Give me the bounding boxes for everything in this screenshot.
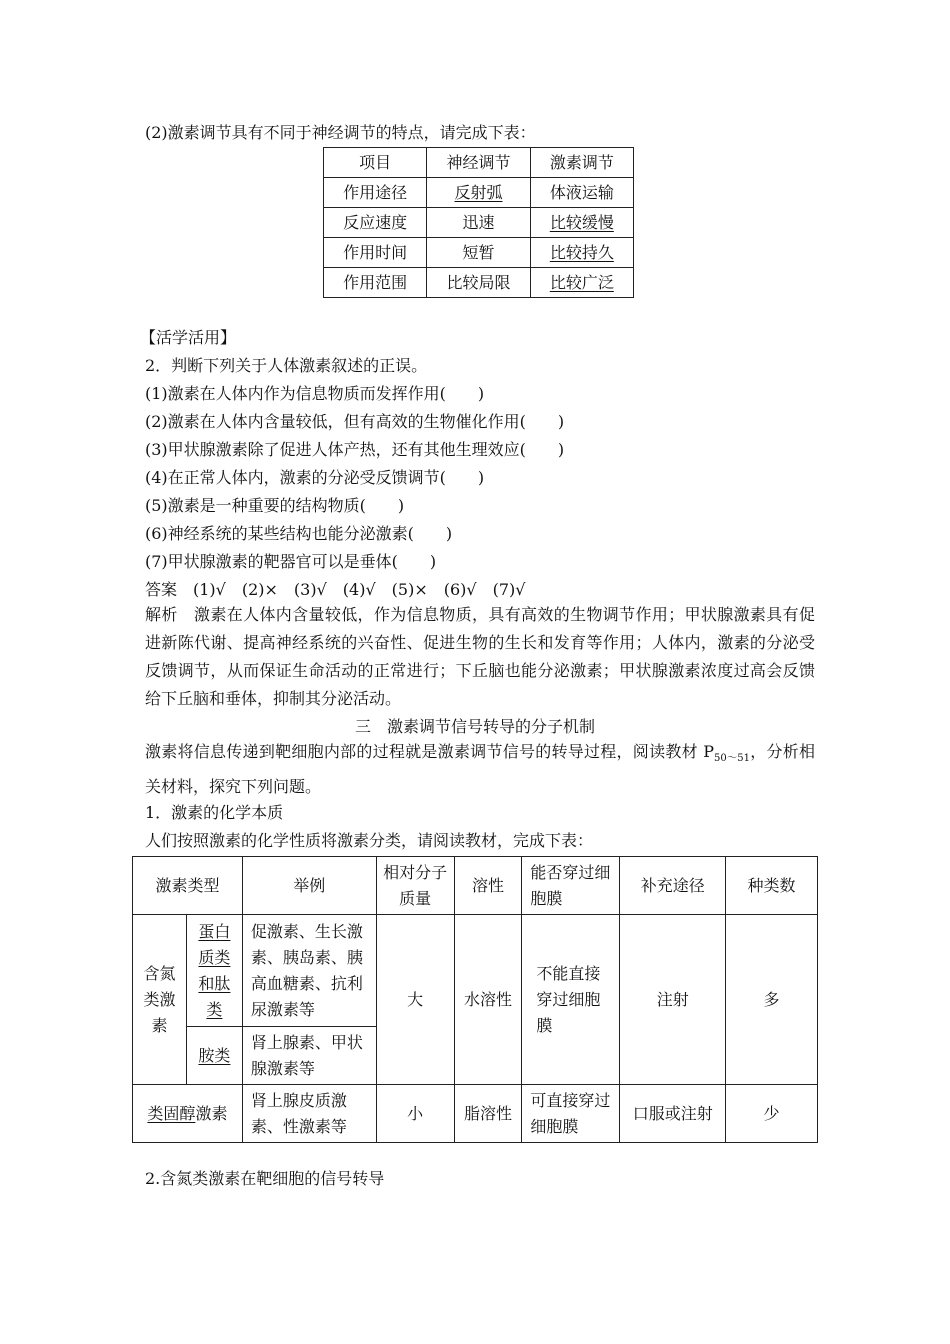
cell-nitrogen-group: 含氮类激素 xyxy=(133,915,187,1085)
cell-hormone xyxy=(530,268,633,298)
cell-nerve: 比较局限 xyxy=(427,268,530,298)
cell-nerve: 迅速 xyxy=(427,208,530,238)
section-paragraph xyxy=(145,738,815,801)
table-header-row xyxy=(324,148,634,178)
cell-protein-examples: 促激素、生长激素、胰岛素、胰高血糖素、抗利尿激素等 xyxy=(242,915,376,1027)
intro-line: (2)激素调节具有不同于神经调节的特点，请完成下表： xyxy=(145,123,536,142)
section-label: 【活学活用】 xyxy=(140,328,237,347)
header-item: 项目 xyxy=(324,148,427,178)
table-row xyxy=(133,1085,818,1143)
answer-blank: 胺类 xyxy=(198,1045,231,1065)
cell-nerve xyxy=(427,178,530,208)
header-solubility: 溶性 xyxy=(454,857,522,915)
question-item-2: (2)激素在人体内含量较低，但有高效的生物催化作用( ) xyxy=(145,412,565,431)
answer-blank: 比较持久 xyxy=(549,242,614,262)
cell-steroid-examples: 肾上腺皮质激素、性激素等 xyxy=(242,1085,376,1143)
cell-item: 作用途径 xyxy=(324,178,427,208)
cell-amine-examples: 肾上腺素、甲状腺激素等 xyxy=(242,1027,376,1085)
header-hormone: 激素调节 xyxy=(530,148,633,178)
header-supplement: 补充途径 xyxy=(620,857,726,915)
cell-hormone: 体液运输 xyxy=(530,178,633,208)
cell-nitrogen-membrane: 不能直接穿过细胞膜 xyxy=(522,915,620,1085)
question-item-1: (1)激素在人体内作为信息物质而发挥作用( ) xyxy=(145,384,485,403)
cell-nitrogen-mass: 大 xyxy=(376,915,454,1085)
section-paragraph-tail: ，分析相关材料，探究下列问题。 xyxy=(145,742,815,797)
cell-hormone xyxy=(530,208,633,238)
steroid-label-suffix: 激素 xyxy=(195,1103,228,1123)
header-example: 举例 xyxy=(242,857,376,915)
section-heading: 三 激素调节信号转导的分子机制 xyxy=(354,717,595,736)
hormone-classification-table xyxy=(132,856,818,1143)
cell-nerve: 短暂 xyxy=(427,238,530,268)
answer-blank: 类固醇 xyxy=(147,1103,196,1123)
table-header-row xyxy=(133,857,818,915)
table-row xyxy=(324,268,634,298)
cell-steroid-label xyxy=(133,1085,243,1143)
cell-steroid-supplement: 口服或注射 xyxy=(620,1085,726,1143)
header-type: 激素类型 xyxy=(133,857,243,915)
cell-nitrogen-supplement: 注射 xyxy=(620,915,726,1085)
cell-steroid-membrane: 可直接穿过细胞膜 xyxy=(522,1085,620,1143)
question-title: 2．判断下列关于人体激素叙述的正误。 xyxy=(145,356,428,375)
answer-blank: 比较广泛 xyxy=(549,272,614,292)
section-paragraph-main: 激素将信息传递到靶细胞内部的过程就是激素调节信号的转导过程，阅读教材 P xyxy=(145,742,714,761)
subsection-1-text: 人们按照激素的化学性质将激素分类，请阅读教材，完成下表： xyxy=(145,831,594,850)
cell-item: 反应速度 xyxy=(324,208,427,238)
question-item-6: (6)神经系统的某些结构也能分泌激素( ) xyxy=(145,524,453,543)
subsection-2-title: 2.含氮类激素在靶细胞的信号转导 xyxy=(145,1169,385,1188)
cell-nitrogen-solubility: 水溶性 xyxy=(454,915,522,1085)
question-item-5: (5)激素是一种重要的结构物质( ) xyxy=(145,496,405,515)
cell-amine-label xyxy=(186,1027,242,1085)
header-mass: 相对分子质量 xyxy=(376,857,454,915)
table-row xyxy=(324,238,634,268)
cell-steroid-solubility: 脂溶性 xyxy=(454,1085,522,1143)
table-row xyxy=(324,178,634,208)
table-row xyxy=(133,915,818,1027)
answer-blank: 蛋白质类和肽类 xyxy=(198,921,231,1019)
header-nerve: 神经调节 xyxy=(427,148,530,178)
answer-blank: 比较缓慢 xyxy=(549,212,614,232)
subsection-1-title: 1．激素的化学本质 xyxy=(145,803,284,822)
cell-item: 作用时间 xyxy=(324,238,427,268)
cell-nitrogen-variety: 多 xyxy=(726,915,818,1085)
page-range: 50～51 xyxy=(713,753,750,765)
question-item-3: (3)甲状腺激素除了促进人体产热，还有其他生理效应( ) xyxy=(145,440,565,459)
cell-steroid-variety: 少 xyxy=(726,1085,818,1143)
header-membrane: 能否穿过细胞膜 xyxy=(522,857,620,915)
cell-steroid-mass: 小 xyxy=(376,1085,454,1143)
cell-hormone xyxy=(530,238,633,268)
question-item-7: (7)甲状腺激素的靶器官可以是垂体( ) xyxy=(145,552,437,571)
header-variety: 种类数 xyxy=(726,857,818,915)
cell-item: 作用范围 xyxy=(324,268,427,298)
answer-blank: 反射弧 xyxy=(454,182,503,202)
table-row xyxy=(324,208,634,238)
analysis-paragraph: 解析 激素在人体内含量较低，作为信息物质，具有高效的生物调节作用；甲状腺激素具有促进新陈代谢、提高神经系统的兴奋性、促进生物的生长和发育等作用；人体内，激素的分泌受反馈调节，从而保证生命活动的正常进行；下丘脑也能分泌激素；甲状腺激素浓度过高会反馈给下丘脑和垂体，抑制其分泌活动。 xyxy=(145,605,815,708)
comparison-table xyxy=(323,147,634,298)
answer-line: 答案 (1)√ (2)× (3)√ (4)√ (5)× (6)√ (7)√ xyxy=(145,580,526,599)
question-item-4: (4)在正常人体内，激素的分泌受反馈调节( ) xyxy=(145,468,485,487)
cell-protein-label xyxy=(186,915,242,1027)
